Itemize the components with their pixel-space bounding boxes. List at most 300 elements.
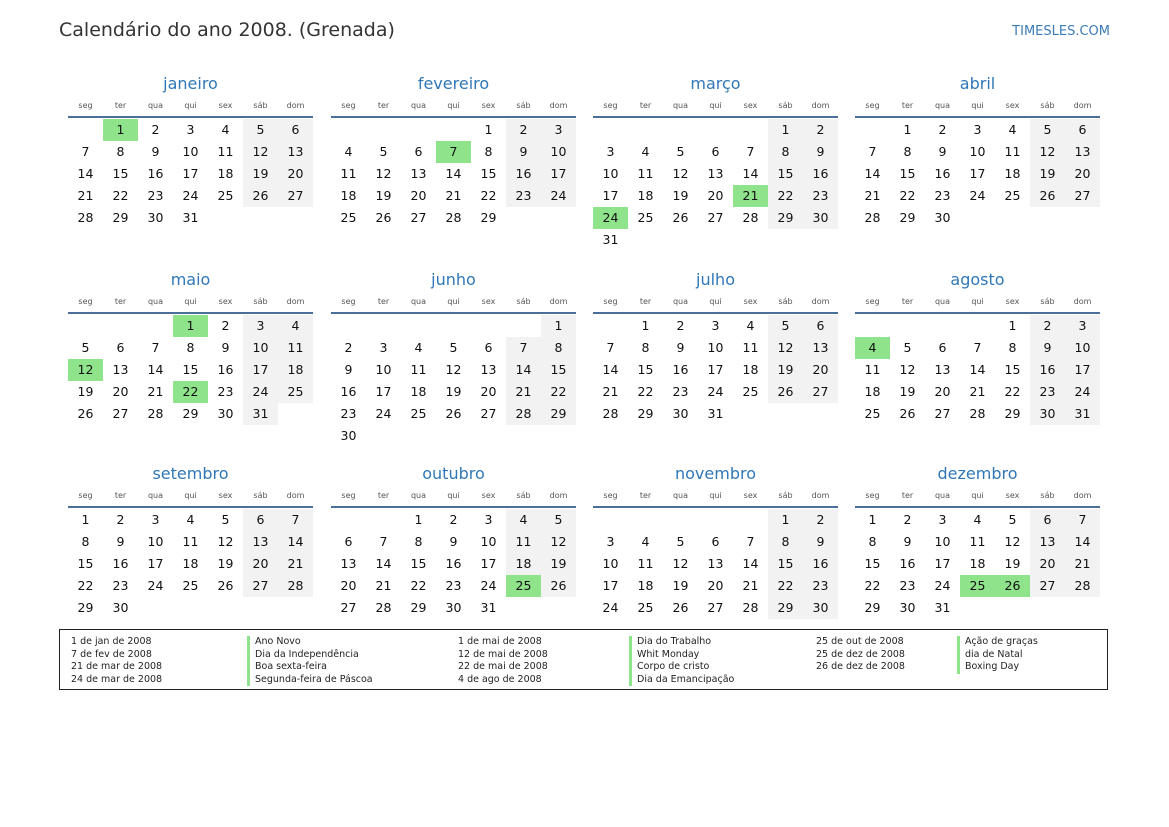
day-cell: 31 xyxy=(934,600,951,615)
day-cell: 3 xyxy=(938,512,947,527)
weekday-label: seg xyxy=(865,101,880,110)
day-grid xyxy=(331,315,576,447)
site-link[interactable]: TIMESLES.COM xyxy=(1012,24,1110,39)
day-cell: 23 xyxy=(340,406,357,421)
day-cell: 8 xyxy=(1008,340,1017,355)
day-cell: 4 xyxy=(186,512,195,527)
week-row xyxy=(331,119,576,141)
empty-cell xyxy=(733,119,768,141)
week-row xyxy=(331,359,576,381)
weekday-label: ter xyxy=(639,491,652,500)
day-cell: 27 xyxy=(340,600,357,615)
month-name: março xyxy=(690,74,741,93)
weekday-header xyxy=(593,295,838,309)
month-junho xyxy=(331,269,576,447)
weekday-label: qui xyxy=(447,101,460,110)
week-row xyxy=(593,403,838,425)
weekday-label: sex xyxy=(481,101,496,110)
day-cell: 24 xyxy=(602,600,619,615)
week-row xyxy=(68,359,313,381)
day-cell: 26 xyxy=(768,381,803,403)
month-name: fevereiro xyxy=(417,74,490,93)
day-cell: 2 xyxy=(1030,315,1065,337)
week-row xyxy=(68,575,313,597)
day-cell: 29 xyxy=(899,210,916,225)
day-cell: 25 xyxy=(182,578,199,593)
empty-cell xyxy=(925,315,960,337)
day-cell: 27 xyxy=(803,381,838,403)
legend-holiday-name: Ano Novo xyxy=(247,636,373,649)
empty-cell xyxy=(1065,207,1100,229)
day-cell: 28 xyxy=(278,575,313,597)
day-cell: 26 xyxy=(672,600,689,615)
day-cell: 18 xyxy=(217,166,234,181)
empty-cell xyxy=(436,315,471,337)
day-cell: 8 xyxy=(903,144,912,159)
empty-cell xyxy=(366,315,401,337)
day-cell: 8 xyxy=(768,531,803,553)
day-cell: 29 xyxy=(768,597,803,619)
day-grid xyxy=(855,509,1100,619)
weekday-header xyxy=(68,99,313,113)
day-cell: 5 xyxy=(1008,512,1017,527)
day-cell: 2 xyxy=(803,509,838,531)
weekday-label: qua xyxy=(410,491,427,500)
day-cell: 30 xyxy=(899,600,916,615)
day-grid xyxy=(68,509,313,619)
day-cell: 27 xyxy=(1065,185,1100,207)
weekday-label: qui xyxy=(971,297,984,306)
day-cell: 25 xyxy=(217,188,234,203)
empty-cell xyxy=(541,425,576,447)
holiday-day-cell: 4 xyxy=(855,337,890,359)
day-cell: 14 xyxy=(278,531,313,553)
week-row xyxy=(68,141,313,163)
weekday-label: seg xyxy=(78,491,93,500)
day-cell: 2 xyxy=(221,318,230,333)
weekday-label: ter xyxy=(901,297,914,306)
day-cell: 17 xyxy=(602,188,619,203)
day-cell: 15 xyxy=(112,166,129,181)
empty-cell xyxy=(768,403,803,425)
day-cell: 19 xyxy=(672,578,689,593)
empty-cell xyxy=(960,315,995,337)
month-name: agosto xyxy=(950,270,1005,289)
day-grid xyxy=(593,509,838,619)
empty-cell xyxy=(698,229,733,251)
weekday-label: qua xyxy=(410,297,427,306)
day-cell: 7 xyxy=(81,144,90,159)
weekday-label: qui xyxy=(184,297,197,306)
day-cell: 23 xyxy=(934,188,951,203)
week-row xyxy=(331,553,576,575)
day-cell: 24 xyxy=(147,578,164,593)
week-row xyxy=(68,119,313,141)
empty-cell xyxy=(103,315,138,337)
day-cell: 2 xyxy=(676,318,685,333)
day-cell: 9 xyxy=(903,534,912,549)
legend-dates-column xyxy=(71,636,162,686)
weekday-label: sex xyxy=(481,491,496,500)
day-cell: 14 xyxy=(742,166,759,181)
legend-holiday-name: Boa sexta-feira xyxy=(247,661,373,674)
day-cell: 2 xyxy=(116,512,125,527)
day-cell: 10 xyxy=(375,362,392,377)
day-cell: 28 xyxy=(864,210,881,225)
weekday-label: dom xyxy=(1073,491,1092,500)
empty-cell xyxy=(208,207,243,229)
week-row xyxy=(331,163,576,185)
day-cell: 6 xyxy=(116,340,125,355)
week-row xyxy=(68,315,313,337)
day-cell: 31 xyxy=(243,403,278,425)
day-cell: 15 xyxy=(637,362,654,377)
empty-cell xyxy=(173,597,208,619)
empty-cell xyxy=(855,315,890,337)
day-cell: 18 xyxy=(278,359,313,381)
day-cell: 20 xyxy=(480,384,497,399)
week-row xyxy=(593,359,838,381)
day-cell: 19 xyxy=(243,163,278,185)
day-cell: 26 xyxy=(1030,185,1065,207)
day-cell: 26 xyxy=(243,185,278,207)
day-cell: 12 xyxy=(899,362,916,377)
weekday-label: sáb xyxy=(1040,491,1055,500)
legend-date: 24 de mar de 2008 xyxy=(71,673,163,685)
day-cell: 27 xyxy=(707,210,724,225)
week-row xyxy=(855,119,1100,141)
day-cell: 22 xyxy=(899,188,916,203)
month-divider xyxy=(331,506,576,508)
day-cell: 9 xyxy=(151,144,160,159)
day-cell: 27 xyxy=(1030,575,1065,597)
month-name: dezembro xyxy=(937,464,1018,483)
empty-cell xyxy=(663,119,698,141)
day-cell: 1 xyxy=(903,122,912,137)
empty-cell xyxy=(331,509,366,531)
day-cell: 6 xyxy=(1065,119,1100,141)
day-cell: 1 xyxy=(641,318,650,333)
month-name: maio xyxy=(170,270,211,289)
legend-holiday-name: Segunda-feira de Páscoa xyxy=(247,674,373,687)
weekday-label: qui xyxy=(447,297,460,306)
day-grid xyxy=(331,119,576,229)
day-cell: 8 xyxy=(484,144,493,159)
month-divider xyxy=(855,116,1100,118)
day-cell: 21 xyxy=(77,188,94,203)
day-cell: 3 xyxy=(711,318,720,333)
day-cell: 25 xyxy=(637,600,654,615)
day-cell: 14 xyxy=(864,166,881,181)
day-cell: 31 xyxy=(1065,403,1100,425)
empty-cell xyxy=(68,315,103,337)
day-cell: 9 xyxy=(506,141,541,163)
weekday-label: dom xyxy=(1073,297,1092,306)
day-cell: 11 xyxy=(182,534,199,549)
day-cell: 6 xyxy=(711,144,720,159)
empty-cell xyxy=(1030,597,1065,619)
day-cell: 29 xyxy=(541,403,576,425)
day-cell: 21 xyxy=(278,553,313,575)
weekday-label: qua xyxy=(672,491,689,500)
week-row xyxy=(855,163,1100,185)
day-cell: 10 xyxy=(602,556,619,571)
day-cell: 31 xyxy=(182,210,199,225)
day-cell: 10 xyxy=(182,144,199,159)
week-row xyxy=(331,425,576,447)
weekday-label: dom xyxy=(549,297,568,306)
week-row xyxy=(855,403,1100,425)
day-cell: 7 xyxy=(606,340,615,355)
weekday-label: qui xyxy=(447,491,460,500)
day-cell: 15 xyxy=(480,166,497,181)
month-name: junho xyxy=(431,270,476,289)
day-cell: 20 xyxy=(707,578,724,593)
day-cell: 4 xyxy=(641,534,650,549)
day-cell: 11 xyxy=(637,166,654,181)
weekday-label: qui xyxy=(709,491,722,500)
day-cell: 22 xyxy=(1004,384,1021,399)
weekday-label: sáb xyxy=(1040,297,1055,306)
legend-date: 26 de dez de 2008 xyxy=(816,661,905,672)
day-cell: 15 xyxy=(182,362,199,377)
week-row xyxy=(855,381,1100,403)
month-outubro xyxy=(331,463,576,619)
week-row xyxy=(593,337,838,359)
empty-cell xyxy=(506,315,541,337)
day-cell: 4 xyxy=(506,509,541,531)
day-cell: 21 xyxy=(864,188,881,203)
day-cell: 24 xyxy=(541,185,576,207)
day-cell: 4 xyxy=(278,315,313,337)
day-cell: 19 xyxy=(541,553,576,575)
weekday-label: qui xyxy=(184,101,197,110)
day-cell: 7 xyxy=(379,534,388,549)
weekday-header xyxy=(331,99,576,113)
empty-cell xyxy=(506,425,541,447)
day-cell: 12 xyxy=(445,362,462,377)
weekday-label: dom xyxy=(549,491,568,500)
week-row xyxy=(68,553,313,575)
week-row xyxy=(331,315,576,337)
day-cell: 8 xyxy=(116,144,125,159)
week-row xyxy=(855,553,1100,575)
day-cell: 1 xyxy=(768,509,803,531)
week-row xyxy=(331,141,576,163)
week-row xyxy=(855,185,1100,207)
day-cell: 1 xyxy=(868,512,877,527)
month-divider xyxy=(68,312,313,314)
day-cell: 9 xyxy=(344,362,353,377)
day-cell: 19 xyxy=(375,188,392,203)
day-cell: 29 xyxy=(77,600,94,615)
day-cell: 19 xyxy=(899,384,916,399)
day-cell: 30 xyxy=(112,600,129,615)
day-cell: 1 xyxy=(1008,318,1017,333)
day-cell: 29 xyxy=(637,406,654,421)
day-cell: 8 xyxy=(81,534,90,549)
day-cell: 18 xyxy=(864,384,881,399)
day-cell: 27 xyxy=(112,406,129,421)
empty-cell xyxy=(331,315,366,337)
weekday-label: ter xyxy=(901,101,914,110)
week-row xyxy=(855,509,1100,531)
week-row xyxy=(68,597,313,619)
day-cell: 18 xyxy=(182,556,199,571)
day-cell: 5 xyxy=(379,144,388,159)
weekday-label: dom xyxy=(811,297,830,306)
day-cell: 9 xyxy=(1030,337,1065,359)
day-cell: 29 xyxy=(410,600,427,615)
day-cell: 25 xyxy=(410,406,427,421)
day-cell: 17 xyxy=(1065,359,1100,381)
weekday-label: qua xyxy=(672,101,689,110)
week-row xyxy=(855,315,1100,337)
day-cell: 28 xyxy=(742,210,759,225)
weekday-label: sex xyxy=(218,101,233,110)
day-cell: 18 xyxy=(1004,166,1021,181)
weekday-label: qua xyxy=(147,101,164,110)
holiday-day-cell: 25 xyxy=(506,575,541,597)
month-fevereiro xyxy=(331,73,576,229)
empty-cell xyxy=(366,509,401,531)
weekday-label: qua xyxy=(934,491,951,500)
legend-names-column xyxy=(629,636,734,686)
day-cell: 22 xyxy=(864,578,881,593)
weekday-label: sex xyxy=(1005,297,1020,306)
day-cell: 7 xyxy=(151,340,160,355)
day-cell: 30 xyxy=(803,207,838,229)
day-cell: 3 xyxy=(541,119,576,141)
week-row xyxy=(593,163,838,185)
day-cell: 22 xyxy=(112,188,129,203)
empty-cell xyxy=(331,119,366,141)
legend-dates-column xyxy=(458,636,548,686)
day-cell: 24 xyxy=(969,188,986,203)
day-cell: 3 xyxy=(379,340,388,355)
empty-cell xyxy=(855,119,890,141)
day-cell: 14 xyxy=(969,362,986,377)
day-cell: 14 xyxy=(375,556,392,571)
day-cell: 25 xyxy=(340,210,357,225)
day-cell: 16 xyxy=(340,384,357,399)
weekday-label: sáb xyxy=(778,491,793,500)
empty-cell xyxy=(663,229,698,251)
empty-cell xyxy=(243,207,278,229)
weekday-header xyxy=(331,489,576,503)
day-cell: 11 xyxy=(1004,144,1021,159)
day-cell: 18 xyxy=(742,362,759,377)
weekday-label: seg xyxy=(341,101,356,110)
weekday-label: ter xyxy=(377,297,390,306)
legend-holiday-name: Corpo de cristo xyxy=(629,661,734,674)
day-cell: 8 xyxy=(186,340,195,355)
week-row xyxy=(331,403,576,425)
day-cell: 6 xyxy=(243,509,278,531)
weekday-label: sáb xyxy=(253,491,268,500)
month-divider xyxy=(593,312,838,314)
day-cell: 18 xyxy=(969,556,986,571)
empty-cell xyxy=(68,119,103,141)
day-cell: 11 xyxy=(864,362,881,377)
empty-cell xyxy=(733,509,768,531)
day-cell: 9 xyxy=(676,340,685,355)
page-title: Calendário do ano 2008. (Grenada) xyxy=(59,19,395,41)
day-cell: 7 xyxy=(746,534,755,549)
day-cell: 3 xyxy=(973,122,982,137)
day-cell: 19 xyxy=(77,384,94,399)
day-cell: 27 xyxy=(707,600,724,615)
day-cell: 1 xyxy=(768,119,803,141)
day-cell: 27 xyxy=(480,406,497,421)
day-cell: 10 xyxy=(541,141,576,163)
legend-date: 12 de mai de 2008 xyxy=(458,648,548,660)
day-cell: 6 xyxy=(344,534,353,549)
day-cell: 20 xyxy=(1030,553,1065,575)
weekday-label: ter xyxy=(377,101,390,110)
legend-holiday-name: Dia da Emancipação xyxy=(629,674,734,687)
day-cell: 13 xyxy=(243,531,278,553)
week-row xyxy=(593,575,838,597)
day-cell: 19 xyxy=(672,188,689,203)
day-cell: 27 xyxy=(243,575,278,597)
weekday-label: qui xyxy=(971,491,984,500)
day-cell: 13 xyxy=(707,166,724,181)
day-cell: 7 xyxy=(746,144,755,159)
day-cell: 11 xyxy=(340,166,357,181)
weekday-label: qui xyxy=(184,491,197,500)
day-cell: 6 xyxy=(414,144,423,159)
weekday-label: sáb xyxy=(516,491,531,500)
weekday-header xyxy=(855,99,1100,113)
day-cell: 16 xyxy=(217,362,234,377)
month-julho xyxy=(593,269,838,425)
weekday-label: seg xyxy=(603,491,618,500)
empty-cell xyxy=(698,119,733,141)
day-cell: 2 xyxy=(506,119,541,141)
day-cell: 12 xyxy=(672,556,689,571)
week-row xyxy=(855,597,1100,619)
legend-names-column xyxy=(247,636,373,686)
day-cell: 23 xyxy=(217,384,234,399)
day-cell: 4 xyxy=(746,318,755,333)
empty-cell xyxy=(733,229,768,251)
day-cell: 3 xyxy=(243,315,278,337)
week-row xyxy=(68,381,313,403)
week-row xyxy=(331,381,576,403)
empty-cell xyxy=(436,425,471,447)
month-name: janeiro xyxy=(163,74,218,93)
day-cell: 26 xyxy=(445,406,462,421)
day-cell: 11 xyxy=(742,340,759,355)
day-cell: 14 xyxy=(147,362,164,377)
day-cell: 22 xyxy=(768,575,803,597)
empty-cell xyxy=(243,597,278,619)
day-cell: 17 xyxy=(375,384,392,399)
day-cell: 15 xyxy=(768,553,803,575)
empty-cell xyxy=(960,207,995,229)
day-cell: 5 xyxy=(81,340,90,355)
day-grid xyxy=(593,119,838,251)
weekday-label: dom xyxy=(286,101,305,110)
week-row xyxy=(593,141,838,163)
weekday-label: seg xyxy=(865,297,880,306)
day-cell: 13 xyxy=(1030,531,1065,553)
weekday-label: ter xyxy=(639,297,652,306)
weekday-label: seg xyxy=(78,101,93,110)
day-cell: 20 xyxy=(278,163,313,185)
empty-cell xyxy=(593,315,628,337)
